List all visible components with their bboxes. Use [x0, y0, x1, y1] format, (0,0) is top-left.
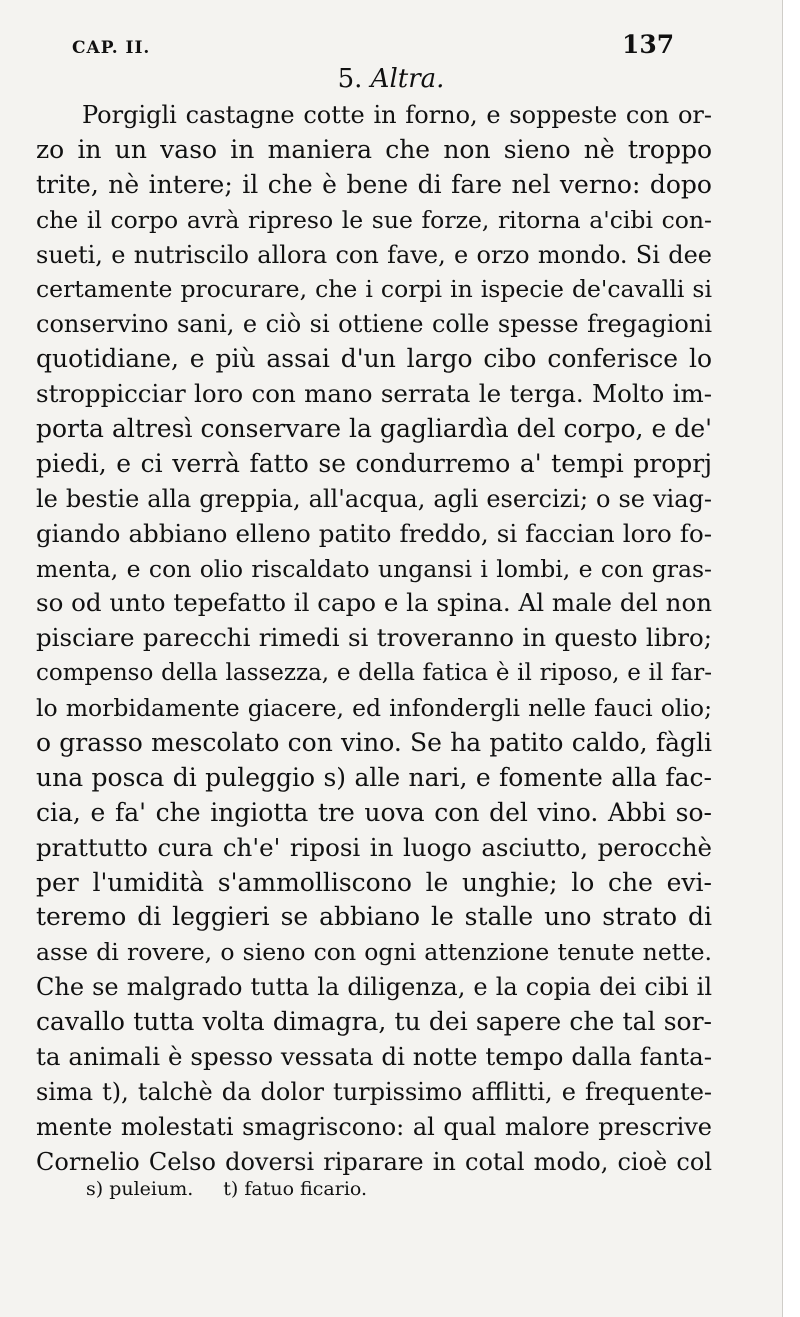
text-line: so od unto tepefatto il capo e la spina. Al male del non	[36, 588, 712, 618]
text-line: le bestie alla greppia, all'acqua, agli esercizi; o se viag-	[36, 484, 712, 513]
text-line: Porgigli castagne cotte in forno, e soppeste con or-	[82, 101, 712, 129]
text-line: ta animali è spesso vessata di notte tempo dalla fanta-	[36, 1042, 712, 1072]
text-line: quotidiane, e più assai d'un largo cibo conferisce lo	[36, 344, 712, 374]
text-line: conservino sani, e ciò si ottiene colle spesse fregagioni	[36, 310, 712, 339]
text-line: una posca di puleggio s) alle nari, e fomente alla fac-	[36, 762, 712, 792]
text-line: Cornelio Celso doversi riparare in cotal modo, cioè col	[36, 1147, 712, 1176]
text-line: piedi, e ci verrà fatto se condurremo a' tempi proprj	[36, 448, 712, 478]
text-line: giando abbiano elleno patito freddo, si faccian loro fo-	[36, 518, 712, 548]
footnote-t: t) fatuo ficario.	[223, 1178, 368, 1200]
text-line: cavallo tutta volta dimagra, tu dei sapere che tal sor-	[36, 1007, 712, 1037]
section-title	[0, 64, 782, 94]
text-line: o grasso mescolato con vino. Se ha patito caldo, fàgli	[36, 728, 712, 758]
text-line: teremo di leggieri se abbiano le stalle uno strato di	[36, 902, 712, 932]
section-title-text: Altra.	[370, 64, 445, 94]
text-line: che il corpo avrà ripreso le sue forze, ritorna a'cibi con-	[36, 205, 712, 234]
body-text	[36, 98, 712, 1180]
text-line: stroppicciar loro con mano serrata le terga. Molto im-	[36, 379, 712, 409]
text-line: sueti, e nutriscilo allora con fave, e orzo mondo. Si dee	[36, 240, 712, 269]
chapter-header: CAP. II.	[72, 38, 151, 58]
text-line: mente molestati smagriscono: al qual malore prescrive	[36, 1112, 712, 1141]
text-line: cia, e fa' che ingiotta tre uova con del vino. Abbi so-	[36, 797, 712, 827]
text-line: lo morbidamente giacere, ed infondergli nelle fauci olio;	[36, 694, 712, 723]
text-line: pisciare parecchi rimedi si troveranno in questo libro;	[36, 623, 712, 653]
text-line: per l'umidità s'ammolliscono le unghie; lo che evi-	[36, 867, 712, 897]
text-line: trite, nè intere; il che è bene di fare nel verno: dopo	[36, 169, 712, 199]
footnote-s: s) puleium.	[86, 1178, 194, 1200]
footnotes	[86, 1178, 367, 1200]
text-line: sima t), talchè da dolor turpissimo afflitti, e frequente-	[36, 1077, 712, 1106]
text-line: certamente procurare, che i corpi in ispecie de'cavalli si	[36, 275, 712, 304]
text-line: Che se malgrado tutta la diligenza, e la copia dei cibi il	[36, 973, 712, 1002]
text-line: compenso della lassezza, e della fatica è il riposo, e il far-	[36, 660, 712, 687]
page-number: 137	[622, 30, 675, 59]
text-line: prattutto cura ch'e' riposi in luogo asciutto, perocchè	[36, 832, 712, 862]
text-line: asse di rovere, o sieno con ogni attenzione tenute nette.	[36, 938, 712, 967]
text-line: porta altresì conservare la gagliardìa del corpo, e de'	[36, 414, 712, 444]
section-number: 5.	[337, 64, 363, 94]
text-line: menta, e con olio riscaldato ungansi i lombi, e con gras-	[36, 554, 712, 583]
text-line: zo in un vaso in maniera che non sieno nè troppo	[36, 134, 712, 164]
